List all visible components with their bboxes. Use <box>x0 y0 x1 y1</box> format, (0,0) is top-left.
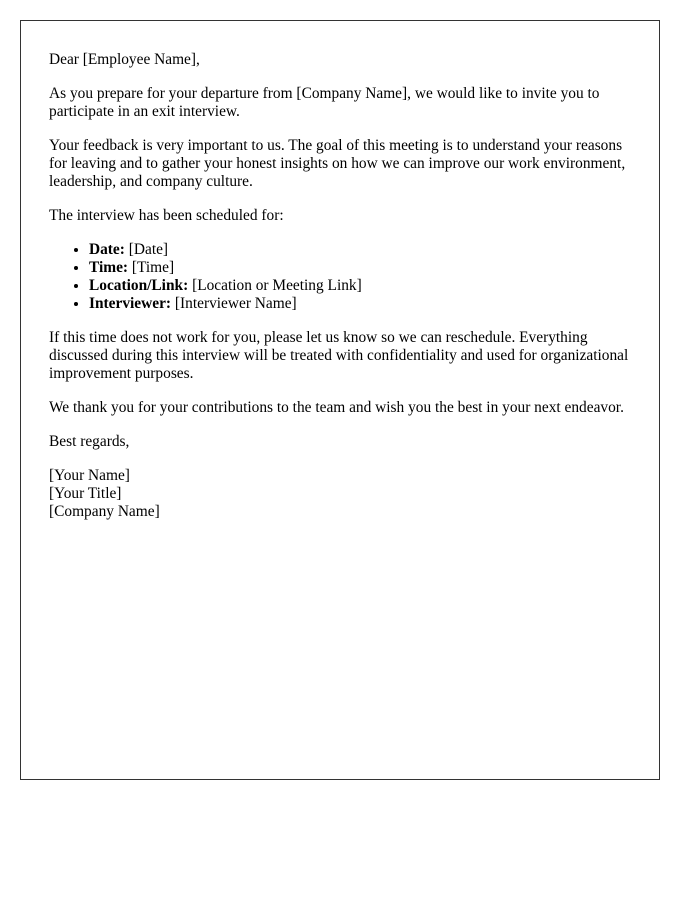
closing: Best regards, <box>49 433 130 450</box>
detail-label: Time: <box>89 259 129 276</box>
greeting: Dear [Employee Name], <box>49 51 200 68</box>
thanks-paragraph: We thank you for your contributions to the team and wish you the best in your next endeavor. <box>49 399 624 416</box>
detail-label: Date: <box>89 241 125 258</box>
detail-item-interviewer <box>89 295 631 313</box>
feedback-paragraph: Your feedback is very important to us. The goal of this meeting is to understand your reasons for leaving and to gather your honest insights on how we can improve our work environment, leadership, and company culture. <box>49 137 626 190</box>
detail-item-location <box>89 277 631 295</box>
detail-value: [Date] <box>124 241 169 258</box>
intro-paragraph: As you prepare for your departure from [Company Name], we would like to invite you to participate in an exit interview. <box>49 85 600 120</box>
signature-name: [Your Name] <box>49 467 130 484</box>
detail-label: Interviewer: <box>89 295 172 312</box>
signature-block <box>49 467 631 521</box>
signature-title: [Your Title] <box>49 485 122 502</box>
detail-item-time <box>89 259 631 277</box>
signature-company: [Company Name] <box>49 503 160 520</box>
reschedule-paragraph: If this time does not work for you, please let us know so we can reschedule. Everything discussed during this interview will be treated with confidentiality and used for organizational improvement purposes. <box>49 329 629 382</box>
schedule-intro-paragraph: The interview has been scheduled for: <box>49 207 284 224</box>
detail-value: [Time] <box>128 259 175 276</box>
detail-value: [Interviewer Name] <box>171 295 297 312</box>
letter-frame <box>20 20 660 780</box>
detail-item-date <box>89 241 631 259</box>
detail-value: [Location or Meeting Link] <box>188 277 362 294</box>
interview-details-list <box>49 241 631 313</box>
detail-label: Location/Link: <box>89 277 189 294</box>
